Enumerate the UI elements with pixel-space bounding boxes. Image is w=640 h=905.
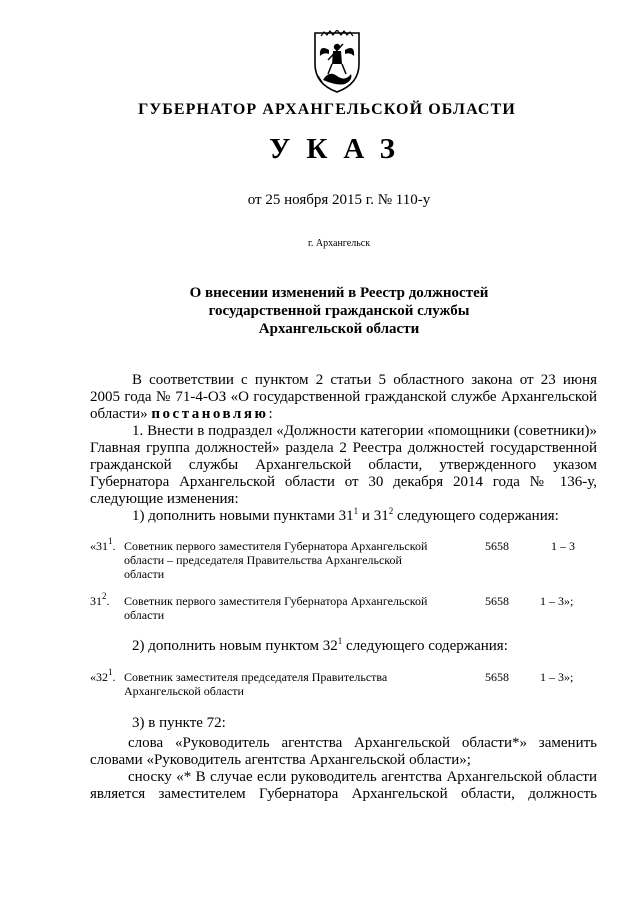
- position-name: области: [124, 567, 165, 581]
- body-line: области» постановляю:: [90, 406, 273, 422]
- position-name: Советник первого заместителя Губернатора Архангельской: [124, 539, 428, 553]
- document-city: г. Архангельск: [307, 238, 371, 249]
- list-item-1: 1) дополнить новыми пунктами $31^1$ и $31^2$ следующего содержания:: [132, 506, 559, 524]
- subject-line-2: государственной гражданской службы: [208, 303, 470, 319]
- body-line: 2005 года № 71-4-ОЗ «О государственной гражданской службе Архангельской: [90, 389, 597, 405]
- position-name: Советник заместителя председателя Правительства: [124, 670, 388, 684]
- position-code: 5658: [485, 539, 509, 553]
- position-group: 1 – 3»;: [540, 670, 574, 684]
- subject-line-1: О внесении изменений в Реестр должностей: [189, 285, 489, 301]
- position-group: 1 – 3»;: [540, 594, 574, 608]
- row-number: «$32^1$.: [90, 667, 116, 684]
- body-line: сноску «* В случае если руководитель агентства Архангельской области: [128, 769, 597, 785]
- body-line: гражданской службы Архангельской области, утвержденного указом: [90, 457, 597, 473]
- list-item-3: 3) в пункте 72:: [132, 715, 226, 731]
- body-line: Главная группа должностей» раздела 2 Реестра должностей государственной: [90, 440, 597, 456]
- body-line: является заместителем Губернатора Архангельской области, должность: [90, 786, 597, 802]
- body-line: Губернатора Архангельской области от 30 декабря 2014 года № 136-у,: [90, 474, 597, 490]
- subject-line-3: Архангельской области: [258, 321, 420, 337]
- decree-verb: постановляю: [151, 406, 269, 422]
- list-item-2: 2) дополнить новым пунктом $32^1$ следующего содержания:: [132, 636, 508, 654]
- body-line: 1. Внести в подраздел «Должности категории «помощники (советники)»: [132, 423, 597, 439]
- issuer-title: ГУБЕРНАТОР АРХАНГЕЛЬСКОЙ ОБЛАСТИ: [138, 101, 516, 118]
- row-number: $31^2$.: [90, 591, 110, 608]
- document-date-number: от 25 ноября 2015 г. № 110-у: [247, 192, 431, 208]
- position-name: Архангельской области: [124, 684, 244, 698]
- position-name: Советник первого заместителя Губернатора Архангельской: [124, 594, 428, 608]
- row-number: «$31^1$.: [90, 536, 116, 553]
- position-group: 1 – 3: [551, 539, 575, 553]
- position-name: области – председателя Правительства Архангельской: [124, 553, 402, 567]
- body-line: В соответствии с пунктом 2 статьи 5 областного закона от 23 июня: [132, 372, 597, 388]
- document-type: УКАЗ: [269, 133, 411, 165]
- body-line: словами «Руководитель агентства Архангельской области»;: [90, 752, 471, 768]
- body-line: слова «Руководитель агентства Архангельской области*» заменить: [128, 735, 597, 751]
- arkhangelsk-coat-of-arms-icon: [309, 30, 365, 94]
- position-code: 5658: [485, 594, 509, 608]
- position-name: области: [124, 608, 165, 622]
- body-line: следующие изменения:: [90, 491, 239, 507]
- position-code: 5658: [485, 670, 509, 684]
